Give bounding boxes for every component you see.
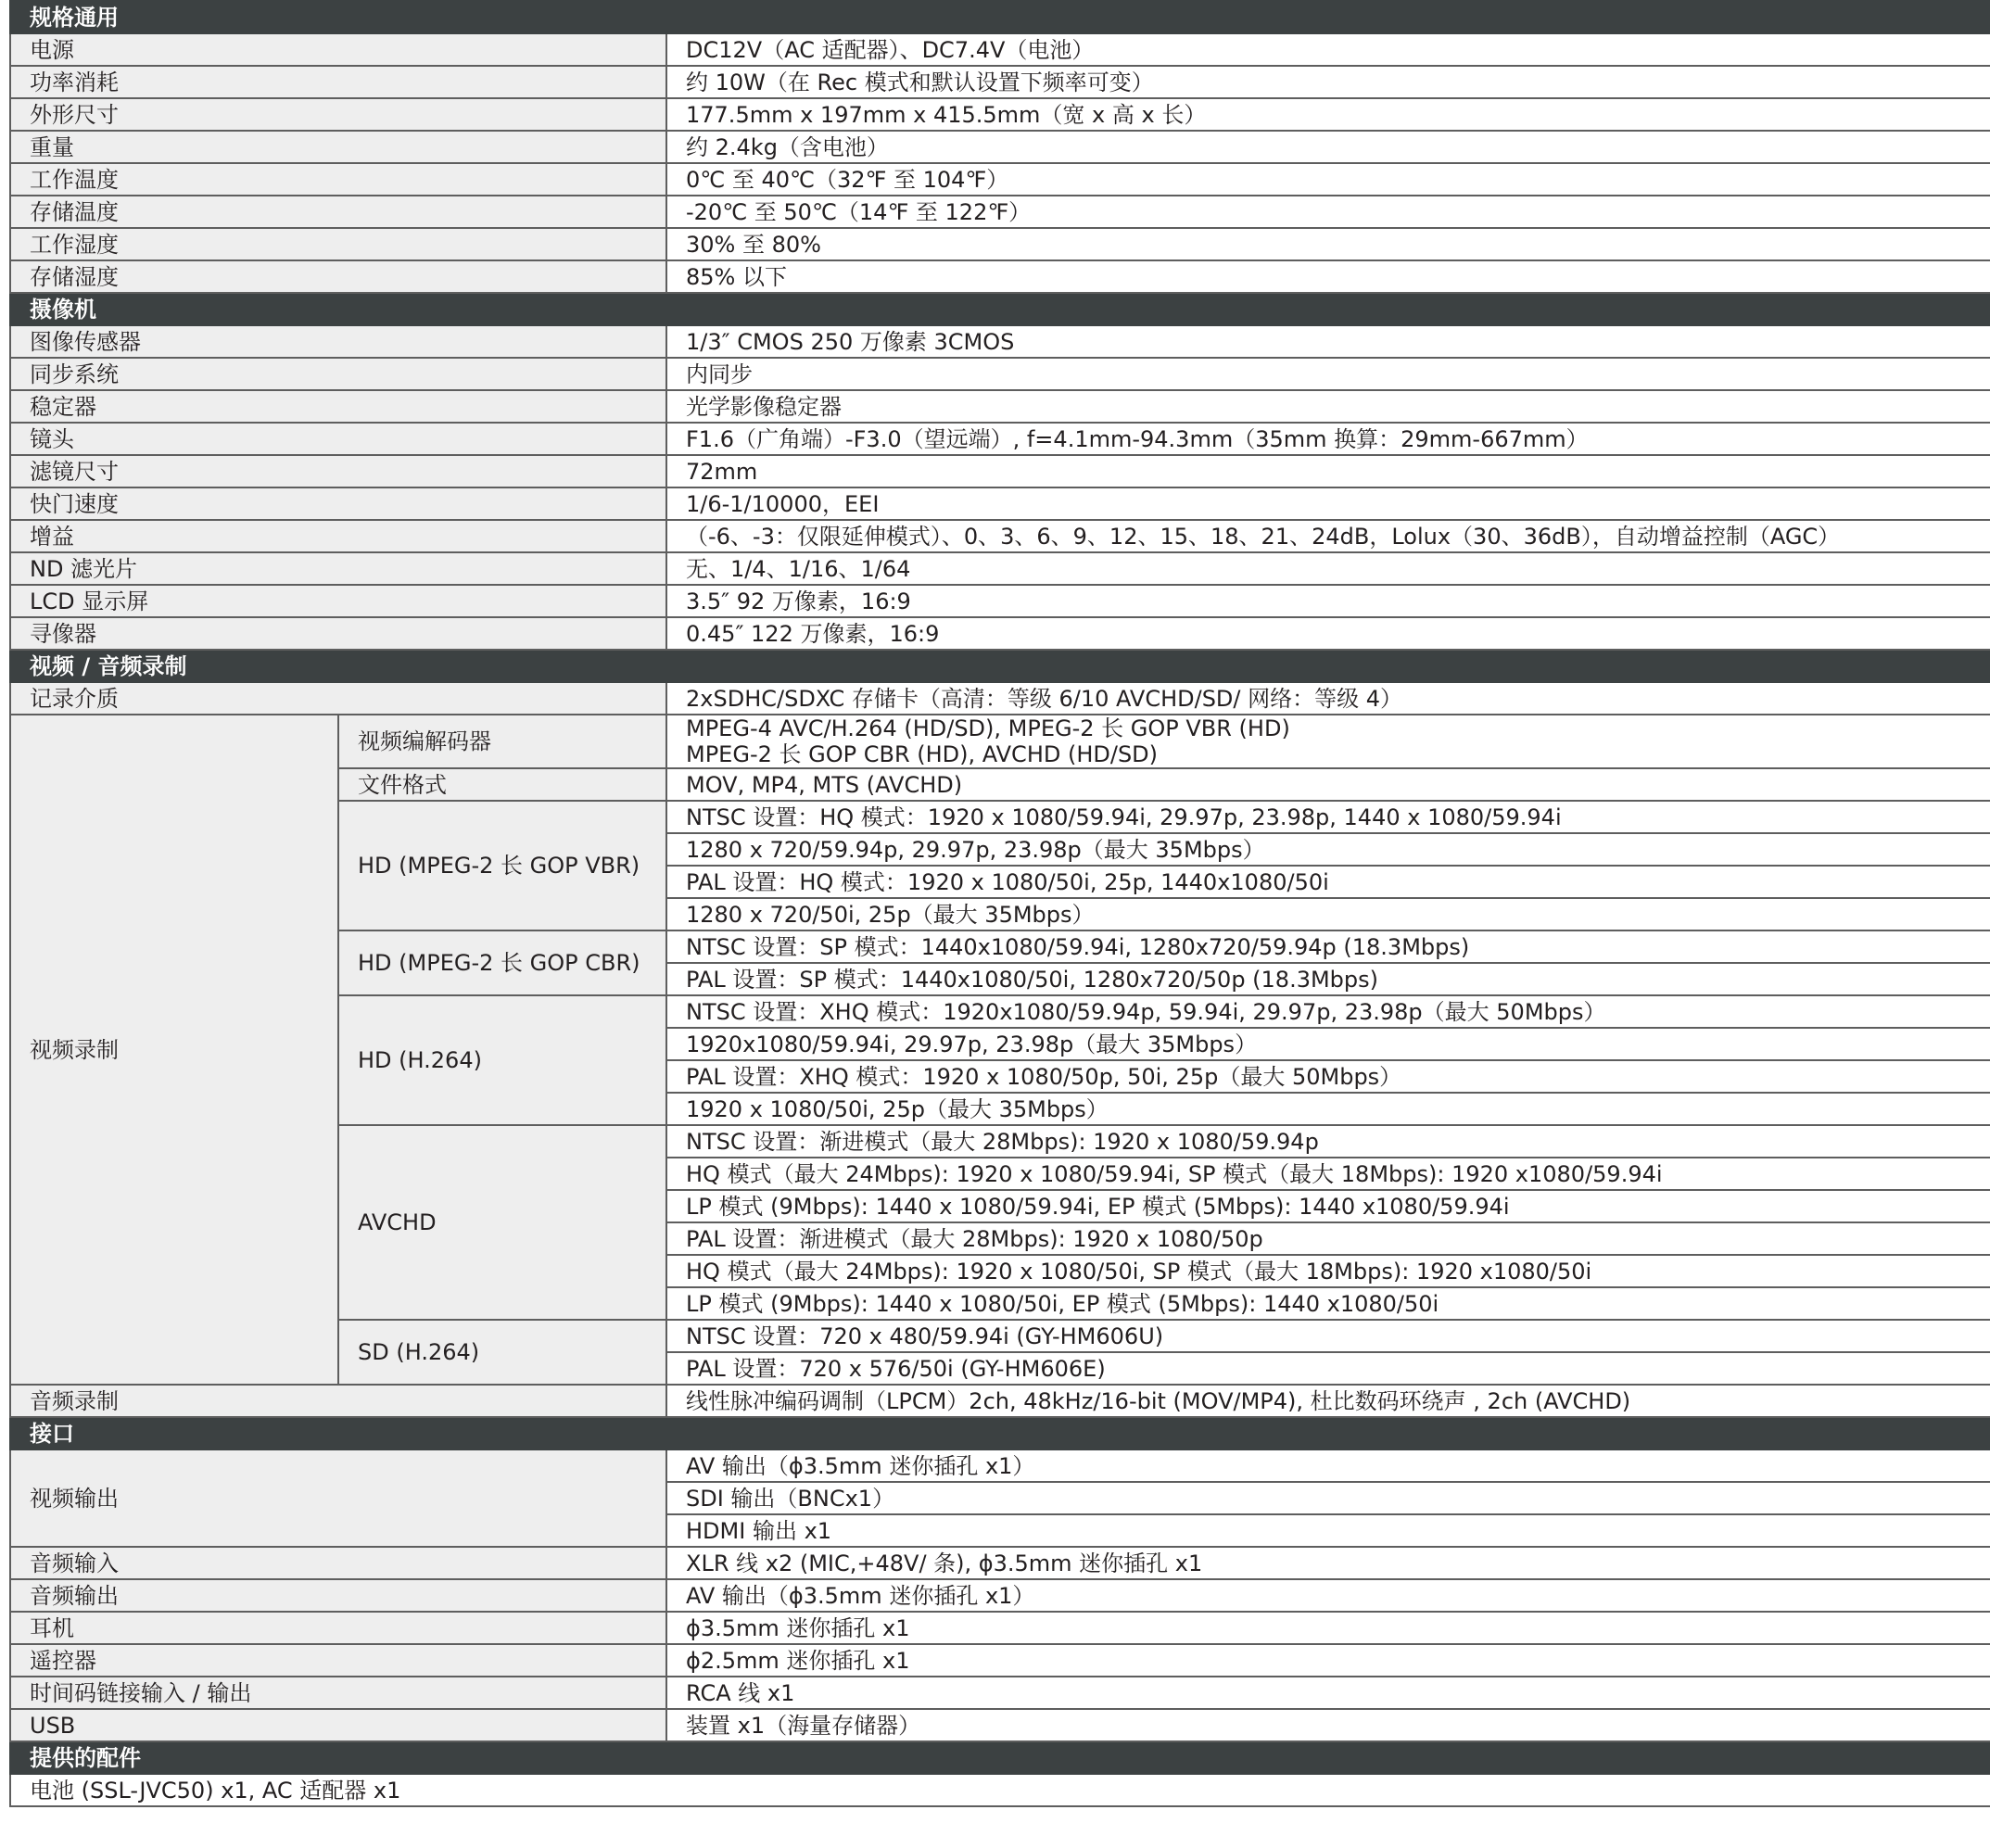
spec-value: 0.45″ 122 万像素，16:9 <box>666 617 1990 650</box>
spec-value: DC12V（AC 适配器）、DC7.4V（电池） <box>666 33 1990 66</box>
spec-value: 内同步 <box>666 358 1990 390</box>
spec-row <box>10 98 1990 131</box>
spec-label: LCD 显示屏 <box>10 585 666 617</box>
spec-row <box>10 455 1990 487</box>
video-recording-label: 视频录制 <box>10 715 338 1385</box>
spec-value: HQ 模式（最大 24Mbps): 1920 x 1080/50i, SP 模式（最大 18Mbps): 1920 x1080/50i <box>666 1255 1990 1287</box>
spec-value: 3.5″ 92 万像素，16:9 <box>666 585 1990 617</box>
section-header-accessories <box>10 1741 1990 1774</box>
spec-value: NTSC 设置：渐进模式（最大 28Mbps): 1920 x 1080/59.94p <box>666 1125 1990 1158</box>
spec-value: ϕ2.5mm 迷你插孔 x1 <box>666 1644 1990 1677</box>
spec-label: 增益 <box>10 520 666 552</box>
spec-row <box>10 617 1990 650</box>
spec-label: 电源 <box>10 33 666 66</box>
spec-row-audio <box>10 1385 1990 1417</box>
spec-value: 177.5mm x 197mm x 415.5mm（宽 x 高 x 长） <box>666 98 1990 131</box>
spec-value: XLR 线 x2 (MIC,+48V/ 条), ϕ3.5mm 迷你插孔 x1 <box>666 1547 1990 1579</box>
spec-value: AV 输出（ϕ3.5mm 迷你插孔 x1） <box>666 1579 1990 1612</box>
spec-row <box>10 390 1990 423</box>
section-header-recording <box>10 650 1990 682</box>
section-header-interface <box>10 1417 1990 1449</box>
spec-value: 约 10W（在 Rec 模式和默认设置下频率可变） <box>666 66 1990 98</box>
spec-value: MOV, MP4, MTS (AVCHD) <box>666 768 1990 801</box>
spec-row <box>10 66 1990 98</box>
spec-label: 滤镜尺寸 <box>10 455 666 487</box>
spec-value: AV 输出（ϕ3.5mm 迷你插孔 x1） <box>666 1449 1990 1482</box>
spec-label: 寻像器 <box>10 617 666 650</box>
spec-row <box>10 423 1990 455</box>
spec-label: ND 滤光片 <box>10 552 666 585</box>
spec-value: 72mm <box>666 455 1990 487</box>
spec-sheet <box>9 0 1990 1807</box>
spec-sublabel: HD (MPEG-2 长 GOP VBR) <box>338 801 666 930</box>
section-header-general <box>10 1 1990 33</box>
spec-value: ϕ3.5mm 迷你插孔 x1 <box>666 1612 1990 1644</box>
spec-value: RCA 线 x1 <box>666 1677 1990 1709</box>
spec-row <box>10 33 1990 66</box>
spec-label: 遥控器 <box>10 1644 666 1677</box>
spec-value: PAL 设置：渐进模式（最大 28Mbps): 1920 x 1080/50p <box>666 1222 1990 1255</box>
spec-label: 存储湿度 <box>10 260 666 293</box>
spec-value: NTSC 设置：XHQ 模式：1920x1080/59.94p, 59.94i, 29.97p, 23.98p（最大 50Mbps） <box>666 995 1990 1028</box>
spec-row-codec <box>10 715 1990 768</box>
section-title: 摄像机 <box>10 293 1990 325</box>
spec-value: 30% 至 80% <box>666 228 1990 260</box>
spec-label: 镜头 <box>10 423 666 455</box>
spec-value: HQ 模式（最大 24Mbps): 1920 x 1080/59.94i, SP 模式（最大 18Mbps): 1920 x1080/59.94i <box>666 1158 1990 1190</box>
spec-value: 85% 以下 <box>666 260 1990 293</box>
spec-label: 稳定器 <box>10 390 666 423</box>
spec-value: SDI 输出（BNCx1） <box>666 1482 1990 1514</box>
spec-value: 装置 x1（海量存储器） <box>666 1709 1990 1741</box>
spec-row <box>10 131 1990 163</box>
section-title: 规格通用 <box>10 1 1990 33</box>
spec-label: 视频输出 <box>10 1449 666 1547</box>
spec-value: -20℃ 至 50℃（14℉ 至 122℉） <box>666 196 1990 228</box>
spec-value: 1920 x 1080/50i, 25p（最大 35Mbps） <box>666 1093 1990 1125</box>
spec-value: PAL 设置：HQ 模式：1920 x 1080/50i, 25p, 1440x1080/50i <box>666 866 1990 898</box>
spec-label: 耳机 <box>10 1612 666 1644</box>
spec-value: LP 模式 (9Mbps): 1440 x 1080/50i, EP 模式 (5Mbps): 1440 x1080/50i <box>666 1287 1990 1320</box>
spec-row <box>10 520 1990 552</box>
spec-value: 约 2.4kg（含电池） <box>666 131 1990 163</box>
spec-sublabel: SD (H.264) <box>338 1320 666 1385</box>
spec-label: 音频录制 <box>10 1385 666 1417</box>
spec-value: PAL 设置：SP 模式：1440x1080/50i, 1280x720/50p (18.3Mbps) <box>666 963 1990 995</box>
spec-value: 1/6-1/10000，EEI <box>666 487 1990 520</box>
spec-sublabel: 文件格式 <box>338 768 666 801</box>
spec-row <box>10 552 1990 585</box>
spec-row <box>10 358 1990 390</box>
spec-label: 存储温度 <box>10 196 666 228</box>
spec-row <box>10 1547 1990 1579</box>
spec-value: NTSC 设置：720 x 480/59.94i (GY-HM606U) <box>666 1320 1990 1352</box>
spec-label: 音频输出 <box>10 1579 666 1612</box>
spec-value: （-6、-3：仅限延伸模式）、0、3、6、9、12、15、18、21、24dB，Lolux（30、36dB），自动增益控制（AGC） <box>666 520 1990 552</box>
section-header-camera <box>10 293 1990 325</box>
spec-row-video-out <box>10 1449 1990 1482</box>
spec-row <box>10 1644 1990 1677</box>
spec-label: 同步系统 <box>10 358 666 390</box>
spec-label: 工作温度 <box>10 163 666 196</box>
section-title: 接口 <box>10 1417 1990 1449</box>
spec-row <box>10 228 1990 260</box>
spec-row <box>10 1612 1990 1644</box>
spec-value: 1280 x 720/50i, 25p（最大 35Mbps） <box>666 898 1990 930</box>
spec-row <box>10 585 1990 617</box>
spec-row <box>10 1709 1990 1741</box>
spec-row <box>10 487 1990 520</box>
spec-table <box>9 0 1990 1807</box>
spec-sublabel: HD (MPEG-2 长 GOP CBR) <box>338 930 666 995</box>
spec-sublabel: 视频编解码器 <box>338 715 666 768</box>
spec-value: 2xSDHC/SDXC 存储卡（高清：等级 6/10 AVCHD/SD/ 网络：等级 4） <box>666 682 1990 715</box>
spec-value: LP 模式 (9Mbps): 1440 x 1080/59.94i, EP 模式 (5Mbps): 1440 x1080/59.94i <box>666 1190 1990 1222</box>
spec-row <box>10 1677 1990 1709</box>
spec-value: 无、1/4、1/16、1/64 <box>666 552 1990 585</box>
spec-label: 图像传感器 <box>10 325 666 358</box>
spec-value: NTSC 设置：SP 模式：1440x1080/59.94i, 1280x720/59.94p (18.3Mbps) <box>666 930 1990 963</box>
spec-row <box>10 325 1990 358</box>
spec-value: 1/3″ CMOS 250 万像素 3CMOS <box>666 325 1990 358</box>
spec-label: 重量 <box>10 131 666 163</box>
spec-value: NTSC 设置：HQ 模式：1920 x 1080/59.94i, 29.97p, 23.98p, 1440 x 1080/59.94i <box>666 801 1990 833</box>
spec-label: 快门速度 <box>10 487 666 520</box>
spec-sublabel: AVCHD <box>338 1125 666 1320</box>
spec-row-media <box>10 682 1990 715</box>
spec-value: PAL 设置：720 x 576/50i (GY-HM606E) <box>666 1352 1990 1385</box>
spec-row <box>10 163 1990 196</box>
spec-label: 时间码链接输入 / 输出 <box>10 1677 666 1709</box>
spec-value: 线性脉冲编码调制（LPCM）2ch, 48kHz/16-bit (MOV/MP4), 杜比数码环绕声 , 2ch (AVCHD) <box>666 1385 1990 1417</box>
spec-label: 工作湿度 <box>10 228 666 260</box>
spec-row <box>10 196 1990 228</box>
spec-value: 1280 x 720/59.94p, 29.97p, 23.98p（最大 35Mbps） <box>666 833 1990 866</box>
spec-label: 音频输入 <box>10 1547 666 1579</box>
spec-value: F1.6（广角端）-F3.0（望远端）, f=4.1mm-94.3mm（35mm 换算：29mm-667mm） <box>666 423 1990 455</box>
spec-value <box>666 715 1990 768</box>
codec-line: MPEG-4 AVC/H.264 (HD/SD), MPEG-2 长 GOP VBR (HD) <box>686 715 1290 741</box>
spec-value: 1920x1080/59.94i, 29.97p, 23.98p（最大 35Mbps） <box>666 1028 1990 1060</box>
spec-table-body <box>10 1 1990 1806</box>
accessories-value: 电池 (SSL-JVC50) x1, AC 适配器 x1 <box>10 1774 1990 1806</box>
spec-value: PAL 设置：XHQ 模式：1920 x 1080/50p, 50i, 25p（最大 50Mbps） <box>666 1060 1990 1093</box>
spec-row <box>10 260 1990 293</box>
section-title: 视频 / 音频录制 <box>10 650 1990 682</box>
spec-label: USB <box>10 1709 666 1741</box>
spec-label: 功率消耗 <box>10 66 666 98</box>
spec-value: 0℃ 至 40℃（32℉ 至 104℉） <box>666 163 1990 196</box>
spec-label: 记录介质 <box>10 682 666 715</box>
codec-line: MPEG-2 长 GOP CBR (HD), AVCHD (HD/SD) <box>686 741 1159 767</box>
spec-sublabel: HD (H.264) <box>338 995 666 1125</box>
section-title: 提供的配件 <box>10 1741 1990 1774</box>
spec-value: HDMI 输出 x1 <box>666 1514 1990 1547</box>
spec-value: 光学影像稳定器 <box>666 390 1990 423</box>
spec-row-accessories <box>10 1774 1990 1806</box>
spec-row <box>10 1579 1990 1612</box>
spec-label: 外形尺寸 <box>10 98 666 131</box>
